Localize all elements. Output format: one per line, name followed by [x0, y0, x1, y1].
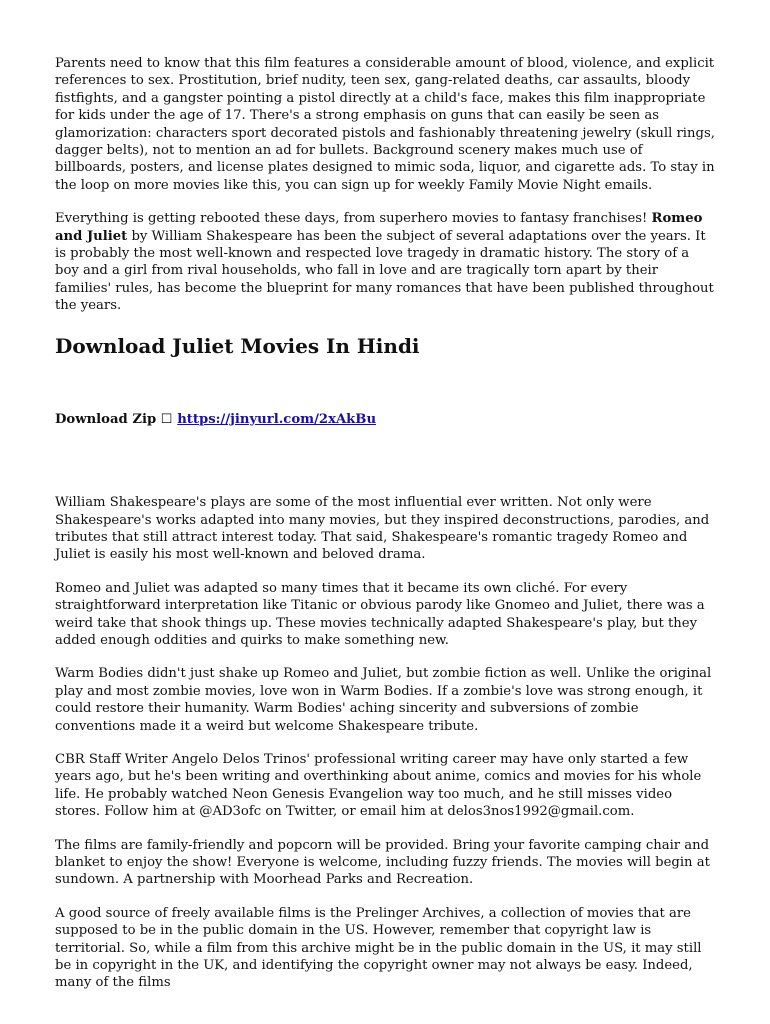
spacer [55, 428, 717, 494]
intro-paragraph-1: Parents need to know that this film features a considerable amount of blood, violence, and explicit references to sex. Prostitution, brief nudity, teen sex, gang-related deaths, car assaults, bloody fistfights, and a gangster pointing a pistol directly at a child's face, makes this film inappropriate for kids under the age of 17. There's a strong emphasis on guns that can easily be seen as glamorization: characters sport decorated pistols and fashionably threatening jewelry (skull rings, dagger belts), not to mention an ad for bullets. Background scenery makes much use of billboards, posters, and license plates designed to mimic soda, liquor, and cigarette ads. To stay in the loop on more movies like this, you can sign up for weekly Family Movie Night emails. [55, 56, 715, 193]
body-paragraph-1: William Shakespeare's plays are some of the most influential ever written. Not only were Shakespeare's works adapted into many movies, but they inspired deconstructions, parodies, and tributes that still attract interest today. That said, Shakespeare's romantic tragedy Romeo and Juliet is easily his most well-known and beloved drama. [55, 495, 710, 563]
download-link[interactable]: https://jinyurl.com/2xAkBu [177, 411, 377, 427]
body-paragraph-6: A good source of freely available films is the Prelinger Archives, a collection of movies that are supposed to be in the public domain in the US. However, remember that copyright law is territorial. So, while a film from this archive might be in the public domain in the US, it may still be in copyright in the UK, and identifying the copyright owner may not always be easy. Indeed, many of the films [55, 905, 702, 991]
download-line [55, 411, 717, 428]
missing-glyph-icon: ☐ [160, 411, 173, 427]
section-heading: Download Juliet Movies In Hindi [55, 333, 420, 358]
intro-paragraph-2-rest: by William Shakespeare has been the subject of several adaptations over the years. It is probably the most well-known and respected love tragedy in dramatic history. The story of a boy and a girl from rival households, who fall in love and are tragically torn apart by their families' rules, has become the blueprint for many romances that have been published throughout the years. [55, 228, 714, 314]
intro-paragraph-2 [55, 210, 717, 314]
title-mention-bold: Romeo and Juliet [55, 211, 703, 244]
download-label: Download Zip [55, 411, 157, 427]
body-paragraph-5: The films are family-friendly and popcorn will be provided. Bring your favorite camping chair and blanket to enjoy the show! Everyone is welcome, including fuzzy friends. The movies will begin at sundown. A partnership with Moorhead Parks and Recreation. [55, 837, 710, 888]
body-paragraph-3: Warm Bodies didn't just shake up Romeo and Juliet, but zombie fiction as well. Unlike the original play and most zombie movies, love won in Warm Bodies. If a zombie's love was strong enough, it could restore their humanity. Warm Bodies' aching sincerity and subversions of zombie conventions made it a weird but welcome Shakespeare tribute. [55, 666, 712, 734]
intro-paragraph-2-lead: Everything is getting rebooted these days, from superhero movies to fantasy franchises! [55, 211, 652, 227]
document-page [55, 55, 717, 1008]
body-paragraph-4: CBR Staff Writer Angelo Delos Trinos' professional writing career may have only started a few years ago, but he's been writing and overthinking about anime, comics and movies for his whole life. He probably watched Neon Genesis Evangelion way too much, and he still misses video stores. Follow him at @AD3ofc on Twitter, or email him at delos3nos1992@gmail.com. [55, 751, 702, 820]
body-paragraph-2: Romeo and Juliet was adapted so many times that it became its own cliché. For every straightforward interpretation like Titanic or obvious parody like Gnomeo and Juliet, there was a weird take that shook things up. These movies technically adapted Shakespeare's play, but they added enough oddities and quirks to make something new. [55, 580, 705, 648]
